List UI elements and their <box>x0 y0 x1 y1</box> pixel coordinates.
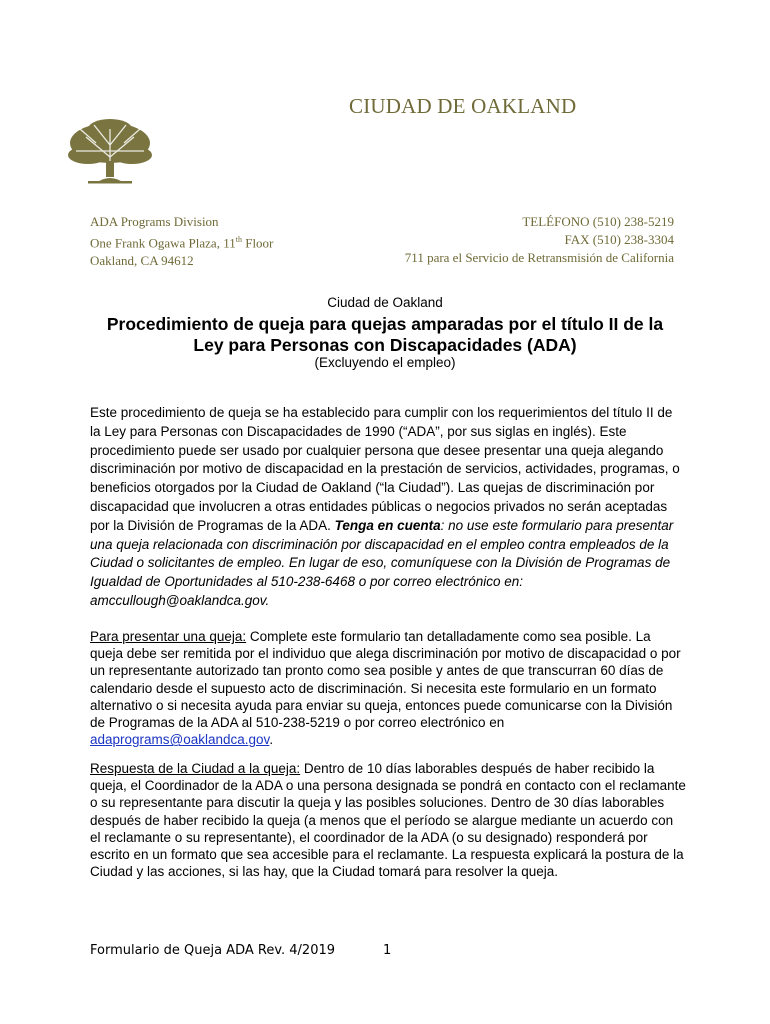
street-address: One Frank Ogawa Plaza, 11th Floor <box>90 235 274 251</box>
doc-title-line2: Ley para Personas con Discapacidades (ADA) <box>193 335 577 355</box>
city-title: CIUDAD DE OAKLAND <box>349 94 577 118</box>
employment-note: : no use este formulario para presentar una queja relacionada con discriminación por discapacidad en el empleo contra empleados de la Ciudad o solicitantes de empleo. En lugar de eso, comuníquese con la División de Programas de Igualdad de Oportunidades al 510-238-6468 o por correo electrónico en: amccullough@oaklandca.gov. <box>90 517 674 608</box>
doc-subtitle: Ciudad de Oakland <box>327 295 443 310</box>
division-address <box>90 213 273 270</box>
contact-info <box>405 213 674 267</box>
relay-service: 711 para el Servicio de Retransmisión de California <box>404 250 674 265</box>
doc-title <box>60 314 710 356</box>
division-name: ADA Programs Division <box>90 214 219 229</box>
filing-heading: Para presentar una queja: <box>90 629 247 644</box>
filing-paragraph: Para presentar una queja: Complete este formulario tan detalladamente como sea posible. La queja debe ser remitida por el individuo que alega discriminación por motivo de discapacidad o por un representante autorizado tan pronto como sea posible y antes de que transcurran 60 días de calendario desde el supuesto acto de discriminación. Si necesita este formulario en un formato alternativo o si necesita ayuda para enviar su queja, entonces puede comunicarse con la División de Programas de la ADA al 510-238-5219 o por correo electrónico en adaprograms@oaklandca.gov. <box>90 629 681 748</box>
response-paragraph: Respuesta de la Ciudad a la queja: Dentro de 10 días laborables después de haber recibido la queja, el Coordinador de la ADA o una persona designada se pondrá en contacto con el reclamante o su representante para discutir la queja y las posibles soluciones. Dentro de 30 días laborables después de haber recibido la queja (a menos que el período se alargue mediante un acuerdo con el reclamante o su representante), el coordinador de la ADA (o su designado) responderá por escrito en un formato que sea accesible para el reclamante. La respuesta explicará la postura de la Ciudad y las acciones, si las hay, que la Ciudad tomará para resolver la queja. <box>90 761 686 880</box>
ada-email-link[interactable]: adaprograms@oaklandca.gov <box>90 732 270 748</box>
footer-form-label: Formulario de Queja ADA Rev. 4/2019 <box>90 943 336 958</box>
response-heading: Respuesta de la Ciudad a la queja: <box>90 761 301 776</box>
page-number: 1 <box>383 943 392 958</box>
doc-title-line1: Procedimiento de queja para quejas amparadas por el título II de la <box>106 314 664 334</box>
phone-number: TELÉFONO (510) 238-5219 <box>522 214 674 229</box>
note-emphasis: Tenga en cuenta <box>334 517 441 533</box>
oak-tree-icon <box>66 117 154 187</box>
doc-exclusion-note: (Excluyendo el empleo) <box>314 355 456 370</box>
fax-number: FAX (510) 238-3304 <box>564 232 674 247</box>
city-zip: Oakland, CA 94612 <box>90 253 194 269</box>
intro-paragraph: Este procedimiento de queja se ha establecido para cumplir con los requerimientos del título II de la Ley para Personas con Discapacidades de 1990 (“ADA”, por sus siglas en inglés). Este procedimiento puede ser usado por cualquier persona que desee presentar una queja alegando discriminación por motivo de discapacidad en la prestación de servicios, actividades, programas, o beneficios otorgados por la Ciudad de Oakland (“la Ciudad”). Las quejas de discriminación por discapacidad que involucren a otras entidades públicas o negocios privados no serán aceptadas por la División de Programas de la ADA. Tenga en cuenta: no use este formulario para presentar una queja relacionada con discriminación por discapacidad en el empleo contra empleados de la Ciudad o solicitantes de empleo. En lugar de eso, comuníquese con la División de Programas de Igualdad de Oportunidades al 510-238-6468 o por correo electrónico en: amccullough@oaklandca.gov. <box>90 405 680 608</box>
